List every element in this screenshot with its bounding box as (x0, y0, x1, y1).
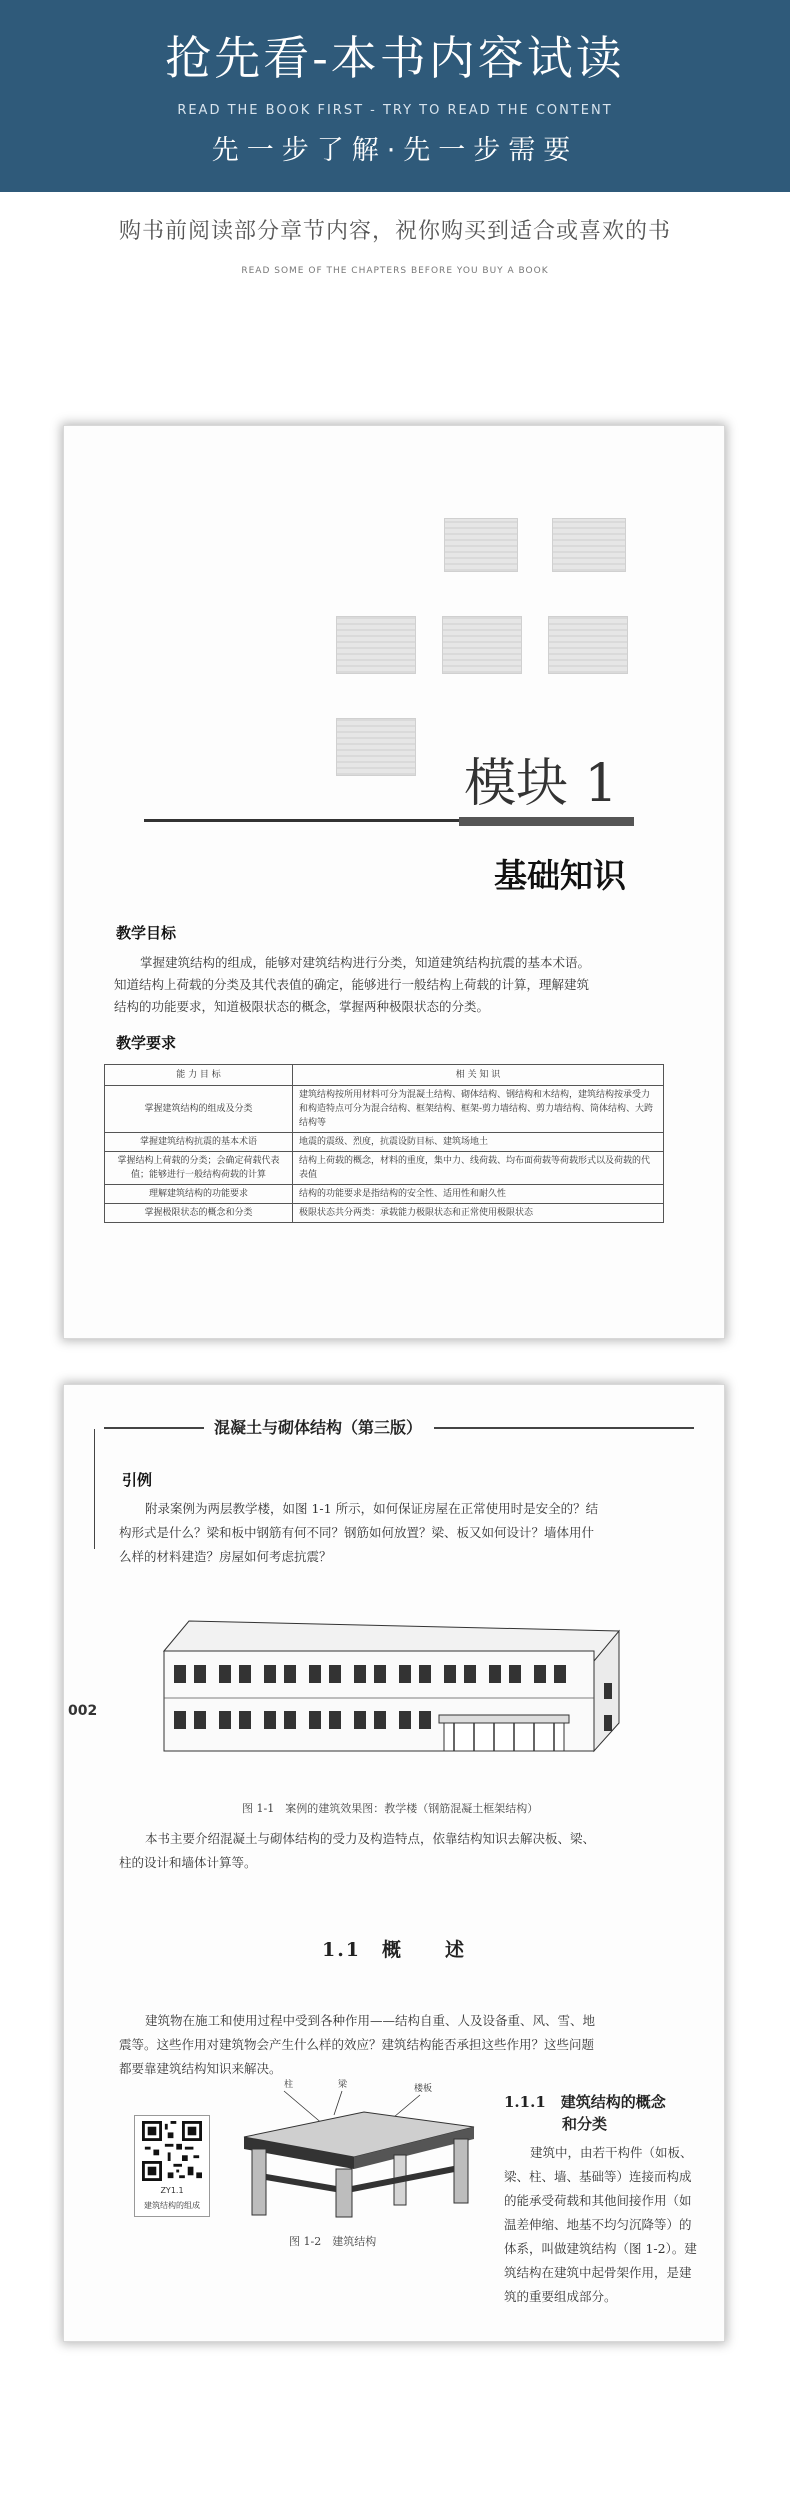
goals-line: 知道结构上荷载的分类及其代表值的确定，能够进行一般结构上荷载的计算，理解建筑 (114, 977, 590, 992)
requirements-heading: 教学要求 (116, 1034, 177, 1052)
running-header-text: 混凝土与砌体结构（第三版） (214, 1418, 423, 1437)
intro-case-text (119, 1497, 689, 1569)
intro-line: 么样的材料建造？房屋如何考虑抗震？ (119, 1549, 332, 1564)
qr-code-label: ZY1.1 (160, 2186, 184, 2195)
decor-square (444, 518, 518, 572)
overview-line: 震等。这些作用对建筑物会产生什么样的效应？建筑结构能否承担这些作用？这些问题 (119, 2037, 595, 2052)
label-beam: 梁 (338, 2080, 348, 2090)
subsection-line: 的能承受荷载和其他间接作用（如 (504, 2193, 692, 2208)
book-intro-text (119, 1827, 689, 1875)
decor-square (442, 616, 522, 674)
book-intro-line: 本书主要介绍混凝土与砌体结构的受力及构造特点，依靠结构知识去解决板、梁、 (145, 1831, 596, 1846)
intro-line: 构形式是什么？梁和板中钢筋有何不同？钢筋如何放置？梁、板又如何设计？墙体用什 (119, 1525, 595, 1540)
label-column: 柱 (284, 2080, 294, 2090)
table-cell: 掌握极限状态的概念和分类 (105, 1204, 293, 1223)
qr-card (134, 2115, 210, 2217)
overview-line: 都要靠建筑结构知识来解决。 (119, 2061, 282, 2076)
subsection-line: 温差伸缩、地基不均匀沉降等）的 (504, 2217, 692, 2232)
module-title: 模块 1 (464, 754, 618, 814)
table-cell: 理解建筑结构的功能要求 (105, 1185, 293, 1204)
table-header-row (105, 1065, 664, 1086)
table-row (105, 1086, 664, 1133)
table-cell: 掌握建筑结构抗震的基本术语 (105, 1133, 293, 1152)
overview-line: 建筑物在施工和使用过程中受到各种作用——结构自重、人及设备重、风、雪、地 (145, 2013, 596, 2028)
figure-1-caption: 图 1-1 案例的建筑效果图：教学楼（钢筋混凝土框架结构） (242, 1802, 539, 1815)
page-number: 002 (68, 1703, 98, 1719)
table-cell: 极限状态共分两类：承载能力极限状态和正常使用极限状态 (293, 1204, 664, 1223)
table-row (105, 1152, 664, 1185)
subsection-line: 建筑中，由若干构件（如板、 (530, 2145, 693, 2160)
intro-text: 购书前阅读部分章节内容，祝你购买到适合或喜欢的书 (118, 219, 671, 244)
table-cell: 掌握建筑结构的组成及分类 (105, 1086, 293, 1133)
table-cell: 建筑结构按所用材料可分为混凝土结构、砌体结构、钢结构和木结构，建筑结构按承受力和构造特点可分为混合结构、框架结构、框架-剪力墙结构、剪力墙结构、筒体结构、大跨结构等 (293, 1086, 664, 1133)
overview-text (119, 2009, 689, 2081)
decor-square (552, 518, 626, 572)
table-row (105, 1185, 664, 1204)
running-header (104, 1417, 694, 1437)
building-illustration (149, 1603, 649, 1763)
subsection-text (504, 2141, 699, 2309)
subsection-line: 筑结构在建筑中起骨架作用，是建 (504, 2265, 692, 2280)
goals-line: 结构的功能要求，知道极限状态的概念，掌握两种极限状态的分类。 (114, 999, 490, 1014)
subsection-line: 筑的重要组成部分。 (504, 2289, 617, 2304)
intro-heading: 引例 (122, 1471, 153, 1489)
structure-illustration (224, 2077, 484, 2219)
table-cell: 结构的功能要求是指结构的安全性、适用性和耐久性 (293, 1185, 664, 1204)
subsection-title-line: 1.1.1 建筑结构的概念 (504, 2093, 666, 2111)
intro-line: 附录案例为两层教学楼，如图 1-1 所示，如何保证房屋在正常使用时是安全的？结 (145, 1501, 599, 1516)
qr-code-icon[interactable] (142, 2121, 202, 2181)
table-header: 能 力 目 标 (105, 1065, 293, 1086)
subsection-title-line: 和分类 (562, 2115, 608, 2133)
table-header: 相 关 知 识 (293, 1065, 664, 1086)
banner-title: 抢先看-本书内容试读 (165, 31, 625, 85)
subsection-title (504, 2091, 666, 2135)
figure-2-caption: 图 1-2 建筑结构 (289, 2235, 377, 2248)
requirements-table (104, 1064, 664, 1223)
decor-square (336, 718, 416, 776)
subsection-line: 体系，叫做建筑结构（图 1-2）。建 (504, 2241, 697, 2256)
table-row (105, 1204, 664, 1223)
banner-subtitle-en: READ THE BOOK FIRST - TRY TO READ THE CONTENT (177, 103, 613, 118)
table-cell: 掌握结构上荷载的分类；会确定荷载代表值；能够进行一般结构荷载的计算 (105, 1152, 293, 1185)
table-cell: 结构上荷载的概念，材料的重度，集中力、线荷载、均布面荷载等荷载形式以及荷载的代表值 (293, 1152, 664, 1185)
title-rule-accent (459, 817, 634, 826)
table-cell: 地震的震级、烈度，抗震设防目标、建筑场地土 (293, 1133, 664, 1152)
goals-heading: 教学目标 (116, 924, 177, 942)
intro-text-en: READ SOME OF THE CHAPTERS BEFORE YOU BUY A BOOK (241, 266, 549, 276)
section-title: 1.1 概 述 (321, 1939, 467, 1961)
book-intro-line: 柱的设计和墙体计算等。 (119, 1855, 257, 1870)
table-row (105, 1133, 664, 1152)
goals-text (114, 952, 674, 1018)
book-page-2 (63, 1384, 725, 2342)
subsection-line: 梁、柱、墙、基础等）连接而构成 (504, 2169, 692, 2184)
margin-rule (94, 1429, 95, 1549)
label-slab: 楼板 (414, 2084, 433, 2094)
module-subtitle: 基础知识 (494, 856, 626, 895)
decor-square (336, 616, 416, 674)
book-page-1 (63, 425, 725, 1339)
qr-caption: 建筑结构的组成 (144, 2201, 200, 2210)
goals-line: 掌握建筑结构的组成，能够对建筑结构进行分类，知道建筑结构抗震的基本术语。 (140, 955, 591, 970)
top-banner (0, 0, 790, 192)
decor-square (548, 616, 628, 674)
banner-slogan: 先一步了解·先一步需要 (211, 135, 579, 166)
